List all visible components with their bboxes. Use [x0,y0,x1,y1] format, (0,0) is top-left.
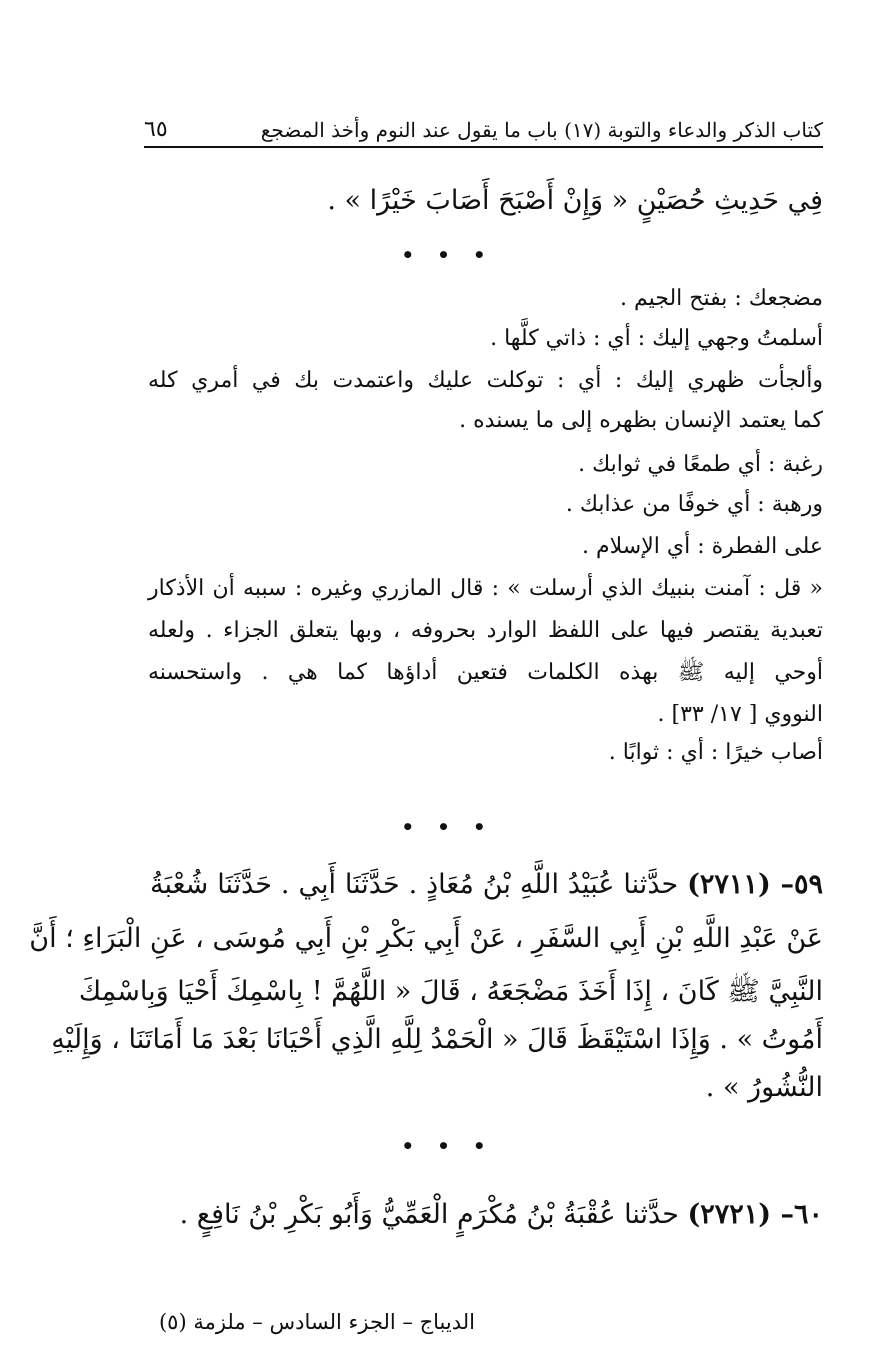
hadith-number: ٥٩– (٢٧١١) [687,869,823,900]
hadith-text: حدَّثنا عُبَيْدُ اللَّهِ بْنُ مُعَاذٍ . حَدَّثَنَا أَبِي . حَدَّثَنَا شُعْبَةُ [150,869,679,900]
note-line: ورهبة : أي خوفًا من عذابك . [565,492,823,517]
note-line: رغبة : أي طمعًا في ثوابك . [578,452,823,477]
signature-footer: الديباج – الجزء السادس – ملزمة (٥) [158,1310,475,1334]
note-line: تعبدية يقتصر فيها على اللفظ الوارد بحروفه ، وبها يتعلق الجزاء . ولعله [148,618,823,643]
separator: • • • [401,815,494,839]
running-header [144,114,823,148]
note-line: أوحي إليه ﷺ بهذه الكلمات فتعين أداؤها كما هي . واستحسنه [148,660,823,685]
separator: • • • [401,1134,494,1158]
separator: • • • [401,243,494,267]
hadith-line: أَمُوتُ » . وَإِذَا اسْتَيْقَظَ قَالَ « الْحَمْدُ لِلَّهِ الَّذِي أَحْيَانَا بَعْدَ مَا أَمَاتَنَا ، وَإِلَيْهِ [51,1024,823,1055]
hadith-line [180,1196,823,1234]
note-line: أسلمتُ وجهي إليك : أي : ذاتي كلَّها . [490,326,823,351]
intro-line: فِي حَدِيثِ حُصَيْنٍ « وَإِنْ أَصْبَحَ أَصَابَ خَيْرًا » . [327,185,823,216]
hadith-text: حدَّثنا عُقْبَةُ بْنُ مُكْرَمٍ الْعَمِّيُّ وَأَبُو بَكْرِ بْنُ نَافِعٍ . [179,1199,679,1230]
hadith-number: ٦٠– (٢٧٢١) [687,1199,823,1230]
hadith-line: النَّبِيَّ ﷺ كَانَ ، إِذَا أَخَذَ مَضْجَعَهُ ، قَالَ « اللَّهُمَّ ! بِاسْمِكَ أَحْيَا وَبِاسْمِكَ [78,976,823,1007]
note-line: كما يعتمد الإنسان بظهره إلى ما يسنده . [459,408,823,433]
note-line: « قل : آمنت بنبيك الذي أرسلت » : قال المازري وغيره : سببه أن الأذكار [148,576,823,601]
note-line: على الفطرة : أي الإسلام . [582,534,823,559]
note-line: أصاب خيرًا : أي : ثوابًا . [608,740,823,765]
chapter-title: كتاب الذكر والدعاء والتوبة (١٧) باب ما يقول عند النوم وأخذ المضجع [260,118,823,142]
hadith-line: النُّشُورُ » . [705,1072,823,1103]
note-line: وألجأت ظهري إليك : أي : توكلت عليك واعتمدت بك في أمري كله [148,368,823,393]
note-line: النووي [ ١٧/ ٣٣] . [657,702,823,727]
note-line: مضجعك : بفتح الجيم . [620,286,823,311]
hadith-line [150,866,823,904]
hadith-line: عَنْ عَبْدِ اللَّهِ بْنِ أَبِي السَّفَرِ ، عَنْ أَبِي بَكْرِ بْنِ أَبِي مُوسَى ، عَنِ الْبَرَاءِ ؛ أَنَّ [29,923,823,954]
page-number: ٦٥ [144,117,168,142]
